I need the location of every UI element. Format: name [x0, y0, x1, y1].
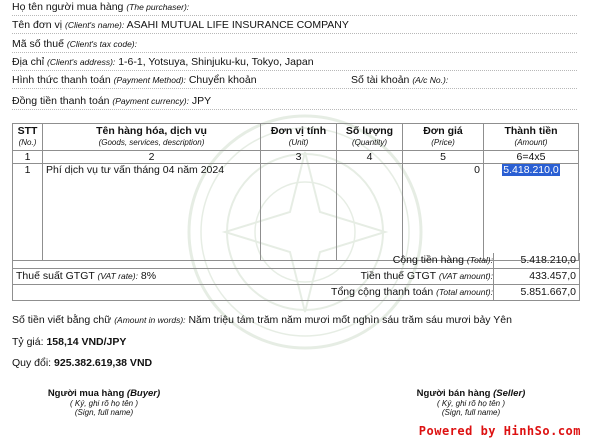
account-no: Số tài khoản (A/c No.):	[351, 74, 449, 86]
exchange-rate-value: 158,14 VND/JPY	[46, 336, 127, 348]
converted-line: Quy đổi: 925.382.619,38 VND	[12, 357, 153, 369]
empty-row	[13, 188, 579, 200]
client-name-line: Tên đơn vị (Client's name): ASAHI MUTUAL LIFE INSURANCE COMPANY	[12, 19, 577, 34]
grand-total-row: Tổng cộng thanh toán (Total amount): 5.851.667,0	[12, 285, 580, 301]
header-no: STT (No.)	[13, 124, 43, 151]
powered-by-footer[interactable]: Powered by HinhSo.com	[413, 422, 589, 440]
empty-row	[13, 212, 579, 224]
vat-row: Thuế suất GTGT (VAT rate): 8% Tiền thuế GTGT (VAT amount): 433.457,0	[12, 269, 580, 285]
grand-total-value: 5.851.667,0	[520, 286, 576, 298]
amount-in-words-line: Số tiền viết bằng chữ (Amount in words): Năm triệu tám trăm năm mươi mốt nghìn sáu trăm sáu mươi bảy Yên	[12, 314, 512, 326]
header-description: Tên hàng hóa, dịch vụ (Goods, services, description)	[43, 124, 261, 151]
purchaser-line: Họ tên người mua hàng (The purchaser):	[12, 1, 577, 16]
table-header-row	[13, 124, 579, 151]
vat-rate-value: 8%	[140, 270, 157, 282]
tax-code-line: Mã số thuế (Client's tax code):	[12, 38, 577, 53]
header-quantity: Số lượng (Quantity)	[337, 124, 403, 151]
header-unit: Đơn vị tính (Unit)	[261, 124, 337, 151]
header-amount: Thành tiền (Amount)	[484, 124, 579, 151]
client-name-value: ASAHI MUTUAL LIFE INSURANCE COMPANY	[126, 19, 349, 31]
subtotal-row: Cộng tiền hàng (Total): 5.418.210,0	[12, 253, 580, 269]
empty-row	[13, 176, 579, 188]
empty-row	[13, 224, 579, 236]
currency-value: JPY	[191, 95, 212, 107]
buyer-signature: Người mua hàng (Buyer) ( Ký, ghi rõ họ tên ) (Sign, full name)	[47, 388, 161, 417]
header-price: Đơn giá (Price)	[403, 124, 484, 151]
column-number-row: 1 2 3 4 5 6=4x5	[13, 151, 579, 164]
currency-line: Đồng tiền thanh toán (Payment currency): JPY	[12, 95, 577, 110]
exchange-rate-line: Tỷ giá: 158,14 VND/JPY	[12, 336, 127, 348]
amount-in-words-value: Năm triệu tám trăm năm mươi mốt nghìn sáu trăm sáu mươi bảy Yên	[188, 314, 512, 326]
seller-signature: Người bán hàng (Seller) ( Ký, ghi rõ họ tên ) (Sign, full name)	[416, 388, 526, 417]
table-row: 1 Phí dịch vụ tư vấn tháng 04 năm 2024 0 5.418.210,0	[13, 164, 579, 177]
address-line: Địa chỉ (Client's address): 1-6-1, Yotsuya, Shinjuku-ku, Tokyo, Japan	[12, 56, 577, 71]
vat-amount-value: 433.457,0	[529, 270, 576, 282]
subtotal-value: 5.418.210,0	[520, 254, 576, 266]
payment-method-value: Chuyển khoản	[188, 74, 257, 86]
items-table	[12, 123, 579, 261]
amount-cell-selected[interactable]: 5.418.210,0	[503, 164, 559, 176]
address-value: 1-6-1, Yotsuya, Shinjuku-ku, Tokyo, Japan	[118, 56, 314, 68]
empty-row	[13, 200, 579, 212]
empty-row	[13, 236, 579, 248]
payment-method-line: Hình thức thanh toán (Payment Method): Chuyển khoản Số tài khoản (A/c No.):	[12, 74, 577, 89]
converted-value: 925.382.619,38 VND	[54, 357, 153, 369]
